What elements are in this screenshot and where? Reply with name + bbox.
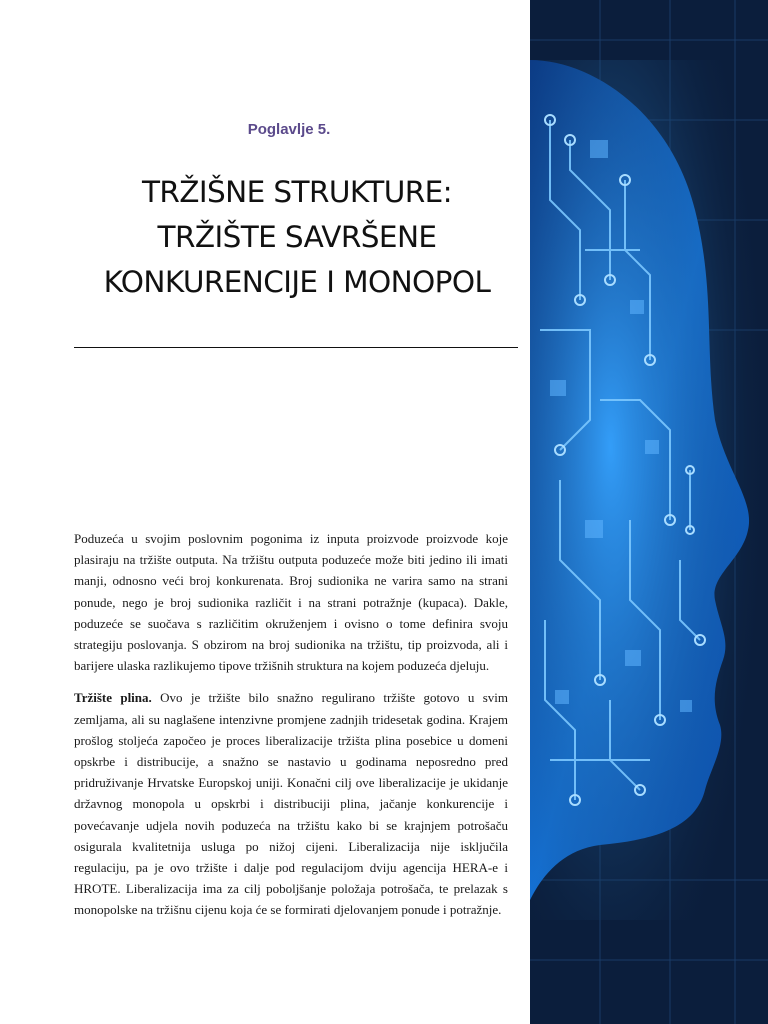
paragraph-lead: Tržište plina. (74, 690, 152, 706)
ai-head-icon (530, 0, 768, 1024)
chapter-title-line: TRŽIŠTE SAVRŠENE (157, 220, 437, 254)
chapter-label: Poglavlje 5. (247, 121, 331, 138)
paragraph: Poduzeća u svojim poslovnim pogonima iz inputa proizvode proizvode koje plasiraju na tržište outputa. Na tržištu outputa poduzeće može biti jedino ili imati manji, odnosno veći broj konkurenata. Broj sudionika ne varira samo na strani ponude, nego je broj sudionika različit i na strani potražnje (kupaca). Dakle, poduzeće se suočava s različitim okruženjem i ovisno o tome definira svoju strategiju poslovanja. S obzirom na broj sudionika na tržištu, tip proizvoda, ali i barijere ulaska razlikujemo tipove tržišnih struktura na kojem poduzeća djeluju. (74, 531, 508, 674)
chapter-title (58, 170, 536, 305)
paragraph-text: Ovo je tržište bilo snažno regulirano tržište gotovo u svim zemljama, ali su naglašene intenzivne promjene zadnjih tridesetak godina. Krajem prošlog stoljeća započeo je proces liberalizacije tržišta plina posebice u domeni opskrbe i distribucije, a snažno se nastavio u godinama neposredno pred pridruživanje Hrvatske Europskoj uniji. Konačni cilj ove liberalizacije je ukidanje državnog monopola u opskrbi i distribuciji plina, jačanje konkurencije i povećavanje udjela novih poduzeća na tržištu kako bi se krajnjem potrošaču osigurala kvalitetnija usluga po nižoj cijeni. Liberalizacija nije isključila regulaciju, pa je ovo tržište i dalje pod regulacijom dviju agencija HERA-e i HROTE. Liberalizacija ima za cilj poboljšanje položaja potrošača, te prelazak s monopolske na tržišnu cijenu koja će se formirati djelovanjem ponude i potražnje. (74, 690, 508, 918)
paragraph (74, 687, 508, 920)
body-text (74, 528, 508, 932)
chapter-title-line: KONKURENCIJE I MONOPOL (103, 265, 491, 299)
chapter-title-line: TRŽIŠNE STRUKTURE: (141, 175, 452, 209)
title-divider (74, 347, 518, 348)
circuit-head-illustration (530, 0, 768, 1024)
